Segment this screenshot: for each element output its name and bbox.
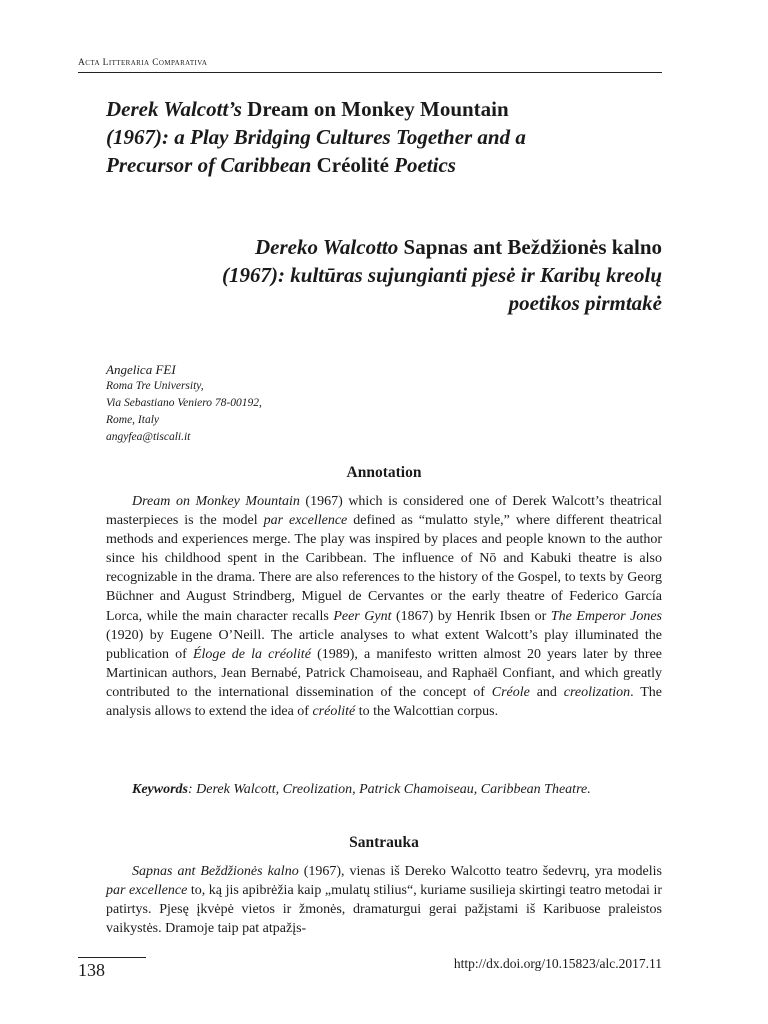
keywords-label: Keywords <box>132 782 188 797</box>
author-city: Rome, Italy <box>106 414 160 426</box>
title-end: Poetics <box>394 153 456 177</box>
text-run: (1867) by Henrik Ibsen or <box>391 608 551 624</box>
text-run: defined as “mulatto style,” where different theatrical methods and experiences merge. The play was inspired by places and people known to the author since his childhood spent in the Caribbean. The influence of Nō and Kabuki theatre is also recognizable in the drama. There are also references to the history of the Gospel, to texts by Georg Büchner and August Strindberg, Miguel de Cervantes or the early theatre of Federico García Lorca, while the main character recalls <box>106 513 662 624</box>
author-address: Via Sebastiano Veniero 78-00192, <box>106 397 262 409</box>
text-run: and <box>529 684 564 700</box>
play-title-ref: Dream on Monkey Mountain <box>132 494 300 509</box>
keywords-text: : Derek Walcott, Creolization, Patrick Chamoiseau, Caribbean Theatre. <box>188 782 591 797</box>
title-lt-year: (1967) <box>222 263 279 287</box>
page-number: 138 <box>78 960 105 980</box>
work-title-ref: The Emperor Jones <box>550 608 663 624</box>
work-title-ref: Éloge de la créolité <box>192 646 311 662</box>
author-email: angyfea@tiscali.it <box>106 431 191 443</box>
title-play: Dream on Monkey Mountain <box>247 97 509 121</box>
play-title-ref: Sapnas ant Beždžionės kalno <box>132 864 299 879</box>
journal-header: Acta Litteraria Comparativa <box>78 58 208 68</box>
article-title-lithuanian <box>222 233 662 317</box>
doi-link[interactable]: http://dx.doi.org/10.15823/alc.2017.11 <box>453 956 662 971</box>
text-run: (1967) which is considered one of Derek Walcott’s theatrical masterpieces is the model <box>106 494 662 529</box>
text-run: (1920) by Eugene O’Neill. The article analyses to what extent Walcott’s play illuminated the publication of <box>106 627 662 662</box>
keywords <box>106 780 662 799</box>
article-title-english <box>106 95 526 179</box>
title-lt-author: Dereko Walcotto <box>254 235 399 259</box>
annotation-body <box>106 492 662 721</box>
title-lt-rest: : kultūras sujungianti pjesė ir Karibų kreolų poetikos pirmtakė <box>278 263 662 315</box>
santrauka-heading: Santrauka <box>349 834 419 851</box>
footer-rule <box>78 957 146 958</box>
text-run: to the Walcottian corpus. <box>355 704 499 720</box>
emphasis: creolization <box>563 684 631 700</box>
text-run: . The analysis allows to extend the idea of <box>106 684 662 720</box>
title-term: Créolité <box>316 153 389 177</box>
title-author: Derek Walcott’s <box>106 97 242 121</box>
annotation-heading: Annotation <box>346 464 422 481</box>
text-run: (1967), vienas iš Dereko Walcotto teatro šedevrų, yra modelis <box>298 864 662 879</box>
title-year: (1967) <box>106 125 162 149</box>
emphasis: Créole <box>491 684 530 700</box>
emphasis: créolité <box>312 704 356 720</box>
text-run: (1989), a manifesto written almost 20 years later by three Martinican authors, Jean Bernabé, Patrick Chamoiseau, and Raphaël Confiant, and which greatly contributed to the international dissemination of the concept of <box>106 646 662 700</box>
emphasis: par excellence <box>106 883 188 899</box>
author-affiliation: Roma Tre University, <box>106 380 204 392</box>
santrauka-body <box>106 862 662 938</box>
emphasis: par excellence <box>263 513 348 529</box>
author-name: Angelica FEI <box>106 362 176 377</box>
title-rest: : a Play Bridging Cultures Together and a Precursor of Caribbean <box>106 125 526 177</box>
text-run: to, ką jis apibrėžia kaip „mulatų stilius“, kuriame susilieja skirtingi teatro metodai ir patirtys. Pjesę įkvėpė vietos ir žmonės, dramaturgui gerai pažįstami iš Karibuose praleistos vaikystės. Dramoje taip pat atpažįs- <box>106 883 663 937</box>
title-lt-play: Sapnas ant Beždžionės kalno <box>403 235 662 259</box>
work-title-ref: Peer Gynt <box>333 608 392 624</box>
author-block <box>106 361 262 446</box>
annotation-paragraph <box>106 492 662 721</box>
header-rule <box>78 72 662 73</box>
santrauka-paragraph <box>106 862 662 938</box>
